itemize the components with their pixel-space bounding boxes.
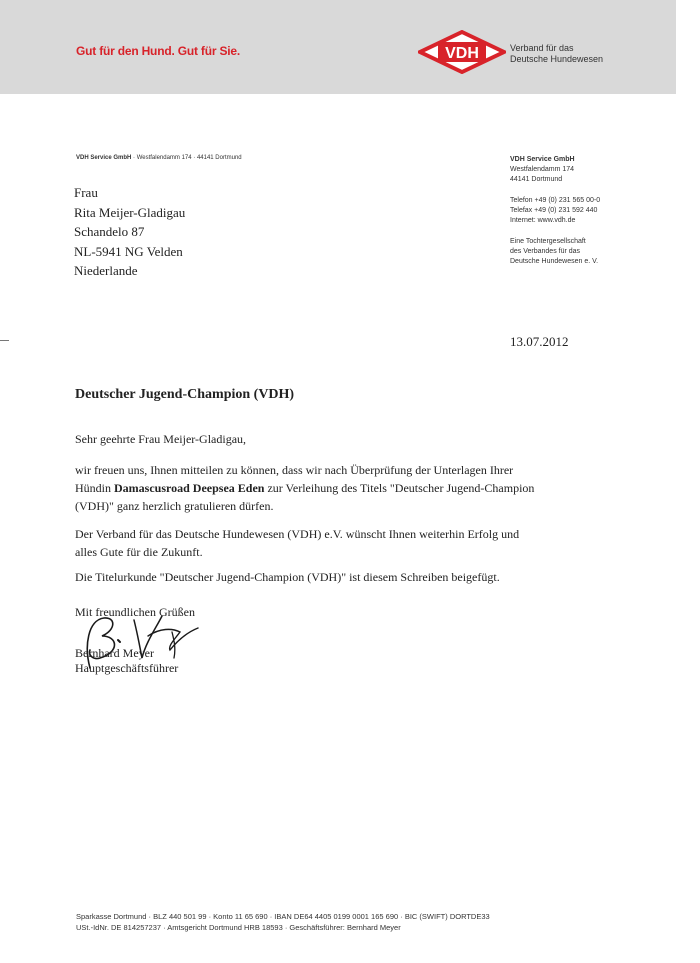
sidebar-note-line1: Eine Tochtergesellschaft	[510, 238, 586, 245]
sidebar-note-line2: des Verbandes für das	[510, 248, 581, 255]
recipient-address	[74, 183, 185, 281]
body-line: alles Gute für die Zukunft.	[75, 545, 203, 559]
footer-legal-line: USt.-IdNr. DE 814257237 · Amtsgericht Dortmund HRB 18593 · Geschäftsführer: Bernhard Meyer	[76, 923, 401, 932]
sidebar-city: 44141 Dortmund	[510, 176, 563, 183]
recipient-line: Schandelo 87	[74, 224, 145, 239]
sidebar-company: VDH Service GmbH	[510, 156, 575, 163]
sender-info-block	[510, 155, 600, 267]
vdh-logo	[418, 30, 506, 74]
letter-date: 13.07.2012	[510, 334, 569, 349]
recipient-line: Rita Meijer-Gladigau	[74, 204, 186, 220]
org-name	[510, 43, 603, 65]
org-name-line2: Deutsche Hundewesen	[510, 54, 604, 64]
body-paragraph-3	[75, 568, 615, 586]
body-paragraph-1	[75, 461, 615, 515]
sidebar-web: Internet: www.vdh.de	[510, 217, 576, 224]
body-text: zur Verleihung des Titels "Deutscher Jugend-Champion	[264, 481, 535, 495]
signer-block	[75, 646, 178, 676]
sidebar-fax: Telefax +49 (0) 231 592 440	[510, 207, 598, 214]
sender-address: · Westfalendamm 174 · 44141 Dortmund	[131, 155, 242, 161]
dog-name: Damascusroad Deepsea Eden	[114, 481, 265, 495]
footer-bank-line: Sparkasse Dortmund · BLZ 440 501 99 · Konto 11 65 690 · IBAN DE64 4405 0199 0001 165 690 · BIC (SWIFT) DORTDE33	[76, 912, 490, 921]
footer	[76, 911, 490, 933]
org-name-line1: Verband für das	[510, 43, 574, 53]
sidebar-street: Westfalendamm 174	[510, 166, 575, 173]
signer-title: Hauptgeschäftsführer	[75, 661, 179, 675]
body-line	[75, 479, 615, 497]
sidebar-note-line3: Deutsche Hundewesen e. V.	[510, 258, 599, 265]
body-text: Hündin	[75, 481, 114, 495]
letterhead	[0, 0, 676, 94]
vdh-logo-text: VDH	[445, 45, 479, 62]
body-line: wir freuen uns, Ihnen mitteilen zu können, dass wir nach Überprüfung der Unterlagen Ihrer	[75, 463, 514, 477]
fold-mark	[0, 340, 9, 341]
closing: Mit freundlichen Grüßen	[75, 605, 195, 619]
recipient-line: Niederlande	[74, 263, 138, 278]
body-line: Die Titelurkunde "Deutscher Jugend-Champion (VDH)" ist diesem Schreiben beigefügt.	[75, 570, 500, 584]
sender-company: VDH Service GmbH	[76, 155, 132, 161]
body-line: Der Verband für das Deutsche Hundewesen (VDH) e.V. wünscht Ihnen weiterhin Erfolg und	[75, 527, 520, 541]
body-line: (VDH)" ganz herzlich gratulieren dürfen.	[75, 499, 274, 513]
recipient-line: NL-5941 NG Velden	[74, 243, 183, 259]
body-paragraph-2	[75, 525, 615, 561]
sidebar-phone: Telefon +49 (0) 231 565 00-0	[510, 197, 601, 204]
slogan: Gut für den Hund. Gut für Sie.	[76, 44, 240, 58]
sender-return-line	[76, 155, 242, 161]
recipient-line: Frau	[74, 185, 98, 200]
signer-name: Bernhard Meyer	[75, 646, 154, 660]
salutation: Sehr geehrte Frau Meijer-Gladigau,	[75, 432, 247, 446]
letter-subject: Deutscher Jugend-Champion (VDH)	[75, 387, 295, 402]
